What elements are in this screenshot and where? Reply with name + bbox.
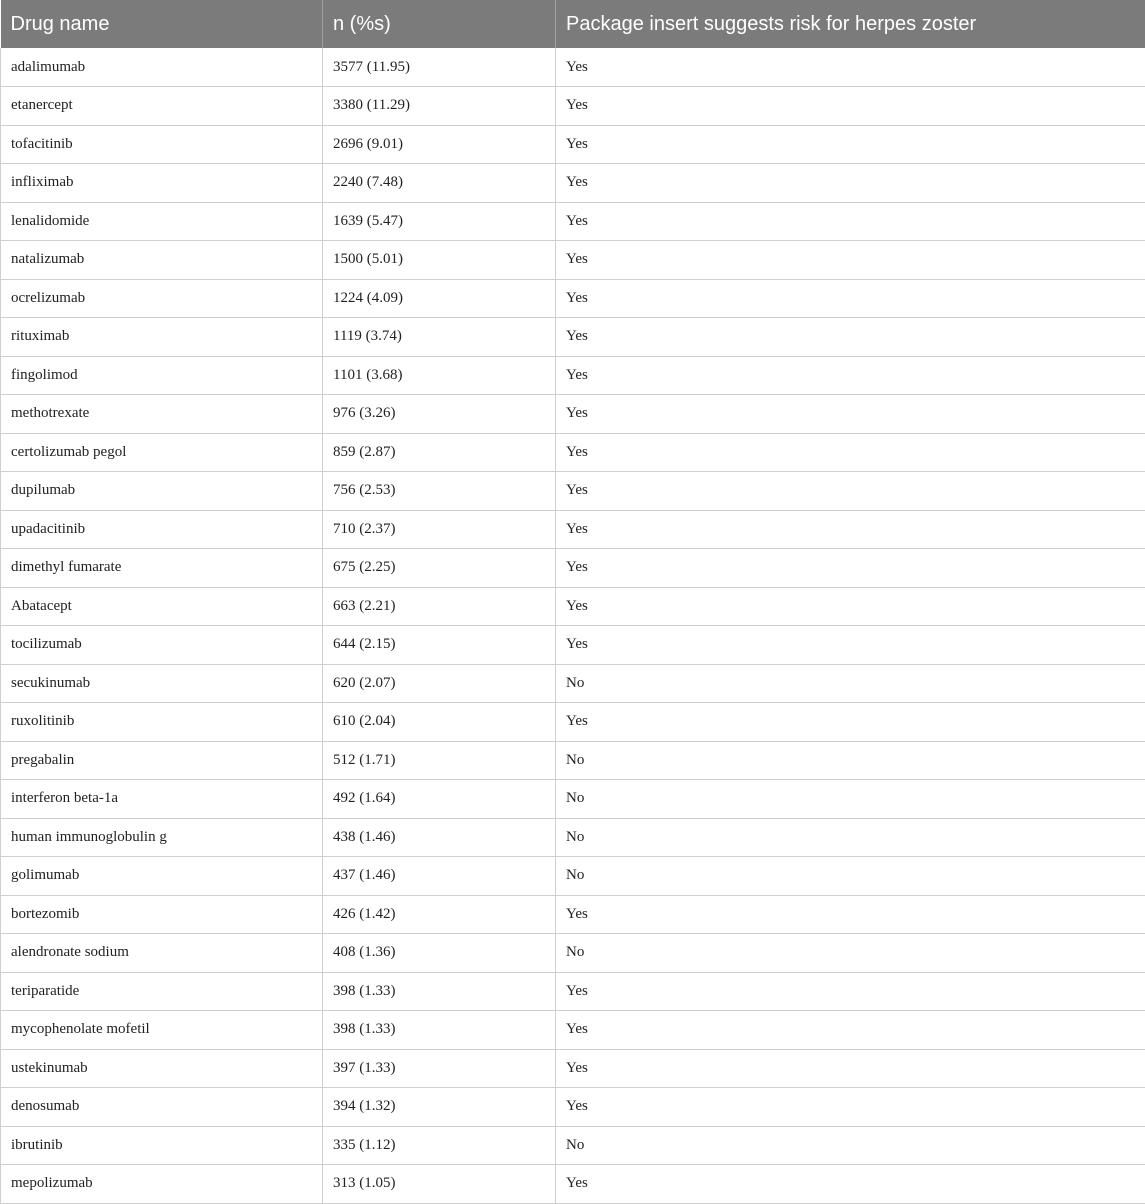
cell-drug-name: human immunoglobulin g bbox=[1, 818, 323, 857]
cell-n-percent: 438 (1.46) bbox=[323, 818, 556, 857]
table-row bbox=[1, 741, 1145, 780]
cell-n-percent: 1101 (3.68) bbox=[323, 356, 556, 395]
cell-n-percent: 394 (1.32) bbox=[323, 1088, 556, 1127]
cell-drug-name: dupilumab bbox=[1, 472, 323, 511]
header-n-percent: n (%s) bbox=[323, 0, 556, 48]
cell-herpes-risk: Yes bbox=[556, 279, 1145, 318]
cell-drug-name: golimumab bbox=[1, 857, 323, 896]
cell-n-percent: 492 (1.64) bbox=[323, 780, 556, 819]
cell-herpes-risk: Yes bbox=[556, 125, 1145, 164]
table-row bbox=[1, 1165, 1145, 1204]
table-row bbox=[1, 87, 1145, 126]
cell-herpes-risk: Yes bbox=[556, 87, 1145, 126]
cell-herpes-risk: Yes bbox=[556, 433, 1145, 472]
table-row bbox=[1, 549, 1145, 588]
header-row bbox=[1, 0, 1145, 48]
cell-n-percent: 3380 (11.29) bbox=[323, 87, 556, 126]
table-row bbox=[1, 818, 1145, 857]
cell-herpes-risk: Yes bbox=[556, 318, 1145, 357]
cell-n-percent: 976 (3.26) bbox=[323, 395, 556, 434]
cell-n-percent: 2696 (9.01) bbox=[323, 125, 556, 164]
table-row bbox=[1, 241, 1145, 280]
cell-drug-name: ustekinumab bbox=[1, 1049, 323, 1088]
cell-herpes-risk: Yes bbox=[556, 626, 1145, 665]
table-row bbox=[1, 857, 1145, 896]
table-header bbox=[1, 0, 1145, 48]
cell-herpes-risk: Yes bbox=[556, 1165, 1145, 1204]
cell-drug-name: upadacitinib bbox=[1, 510, 323, 549]
cell-herpes-risk: Yes bbox=[556, 895, 1145, 934]
cell-drug-name: certolizumab pegol bbox=[1, 433, 323, 472]
cell-drug-name: bortezomib bbox=[1, 895, 323, 934]
cell-herpes-risk: Yes bbox=[556, 1049, 1145, 1088]
cell-drug-name: denosumab bbox=[1, 1088, 323, 1127]
table-row bbox=[1, 510, 1145, 549]
cell-n-percent: 710 (2.37) bbox=[323, 510, 556, 549]
cell-drug-name: methotrexate bbox=[1, 395, 323, 434]
cell-herpes-risk: Yes bbox=[556, 48, 1145, 87]
cell-drug-name: secukinumab bbox=[1, 664, 323, 703]
cell-drug-name: dimethyl fumarate bbox=[1, 549, 323, 588]
header-drug-name: Drug name bbox=[1, 0, 323, 48]
cell-drug-name: rituximab bbox=[1, 318, 323, 357]
cell-n-percent: 398 (1.33) bbox=[323, 1011, 556, 1050]
table-row bbox=[1, 1011, 1145, 1050]
table-row bbox=[1, 356, 1145, 395]
cell-n-percent: 426 (1.42) bbox=[323, 895, 556, 934]
cell-herpes-risk: Yes bbox=[556, 164, 1145, 203]
table-row bbox=[1, 972, 1145, 1011]
table-row bbox=[1, 664, 1145, 703]
cell-herpes-risk: Yes bbox=[556, 972, 1145, 1011]
cell-n-percent: 756 (2.53) bbox=[323, 472, 556, 511]
table-row bbox=[1, 780, 1145, 819]
cell-herpes-risk: Yes bbox=[556, 356, 1145, 395]
cell-drug-name: interferon beta-1a bbox=[1, 780, 323, 819]
table-row bbox=[1, 433, 1145, 472]
cell-drug-name: ibrutinib bbox=[1, 1126, 323, 1165]
table-body bbox=[1, 48, 1145, 1203]
cell-drug-name: ruxolitinib bbox=[1, 703, 323, 742]
cell-drug-name: natalizumab bbox=[1, 241, 323, 280]
cell-drug-name: Abatacept bbox=[1, 587, 323, 626]
cell-n-percent: 2240 (7.48) bbox=[323, 164, 556, 203]
cell-herpes-risk: No bbox=[556, 741, 1145, 780]
cell-herpes-risk: No bbox=[556, 818, 1145, 857]
cell-drug-name: mepolizumab bbox=[1, 1165, 323, 1204]
table-row bbox=[1, 125, 1145, 164]
cell-n-percent: 3577 (11.95) bbox=[323, 48, 556, 87]
cell-n-percent: 644 (2.15) bbox=[323, 626, 556, 665]
header-package-insert: Package insert suggests risk for herpes zoster bbox=[556, 0, 1145, 48]
cell-n-percent: 610 (2.04) bbox=[323, 703, 556, 742]
table-row bbox=[1, 1126, 1145, 1165]
cell-drug-name: fingolimod bbox=[1, 356, 323, 395]
cell-n-percent: 398 (1.33) bbox=[323, 972, 556, 1011]
cell-n-percent: 437 (1.46) bbox=[323, 857, 556, 896]
cell-n-percent: 859 (2.87) bbox=[323, 433, 556, 472]
cell-drug-name: adalimumab bbox=[1, 48, 323, 87]
table-row bbox=[1, 587, 1145, 626]
cell-drug-name: infliximab bbox=[1, 164, 323, 203]
cell-herpes-risk: Yes bbox=[556, 703, 1145, 742]
cell-herpes-risk: Yes bbox=[556, 395, 1145, 434]
table-row bbox=[1, 395, 1145, 434]
cell-n-percent: 620 (2.07) bbox=[323, 664, 556, 703]
cell-n-percent: 1639 (5.47) bbox=[323, 202, 556, 241]
cell-drug-name: alendronate sodium bbox=[1, 934, 323, 973]
table-row bbox=[1, 1088, 1145, 1127]
cell-herpes-risk: No bbox=[556, 857, 1145, 896]
table-row bbox=[1, 703, 1145, 742]
table-row bbox=[1, 895, 1145, 934]
cell-drug-name: teriparatide bbox=[1, 972, 323, 1011]
table-row bbox=[1, 279, 1145, 318]
cell-n-percent: 1119 (3.74) bbox=[323, 318, 556, 357]
cell-herpes-risk: Yes bbox=[556, 587, 1145, 626]
cell-n-percent: 1224 (4.09) bbox=[323, 279, 556, 318]
cell-herpes-risk: Yes bbox=[556, 1011, 1145, 1050]
table-row bbox=[1, 626, 1145, 665]
cell-n-percent: 408 (1.36) bbox=[323, 934, 556, 973]
table-row bbox=[1, 934, 1145, 973]
cell-herpes-risk: Yes bbox=[556, 549, 1145, 588]
cell-drug-name: tofacitinib bbox=[1, 125, 323, 164]
cell-herpes-risk: Yes bbox=[556, 241, 1145, 280]
cell-drug-name: tocilizumab bbox=[1, 626, 323, 665]
cell-n-percent: 1500 (5.01) bbox=[323, 241, 556, 280]
cell-drug-name: lenalidomide bbox=[1, 202, 323, 241]
cell-herpes-risk: Yes bbox=[556, 472, 1145, 511]
table-row bbox=[1, 1049, 1145, 1088]
cell-drug-name: ocrelizumab bbox=[1, 279, 323, 318]
cell-n-percent: 313 (1.05) bbox=[323, 1165, 556, 1204]
cell-herpes-risk: Yes bbox=[556, 510, 1145, 549]
cell-drug-name: pregabalin bbox=[1, 741, 323, 780]
cell-herpes-risk: Yes bbox=[556, 1088, 1145, 1127]
cell-n-percent: 335 (1.12) bbox=[323, 1126, 556, 1165]
cell-drug-name: etanercept bbox=[1, 87, 323, 126]
cell-n-percent: 512 (1.71) bbox=[323, 741, 556, 780]
cell-herpes-risk: No bbox=[556, 664, 1145, 703]
table-row bbox=[1, 48, 1145, 87]
cell-drug-name: mycophenolate mofetil bbox=[1, 1011, 323, 1050]
cell-herpes-risk: No bbox=[556, 934, 1145, 973]
cell-n-percent: 397 (1.33) bbox=[323, 1049, 556, 1088]
table-row bbox=[1, 472, 1145, 511]
table-row bbox=[1, 318, 1145, 357]
cell-herpes-risk: No bbox=[556, 1126, 1145, 1165]
cell-herpes-risk: Yes bbox=[556, 202, 1145, 241]
cell-herpes-risk: No bbox=[556, 780, 1145, 819]
cell-n-percent: 675 (2.25) bbox=[323, 549, 556, 588]
table-row bbox=[1, 164, 1145, 203]
table-row bbox=[1, 202, 1145, 241]
cell-n-percent: 663 (2.21) bbox=[323, 587, 556, 626]
